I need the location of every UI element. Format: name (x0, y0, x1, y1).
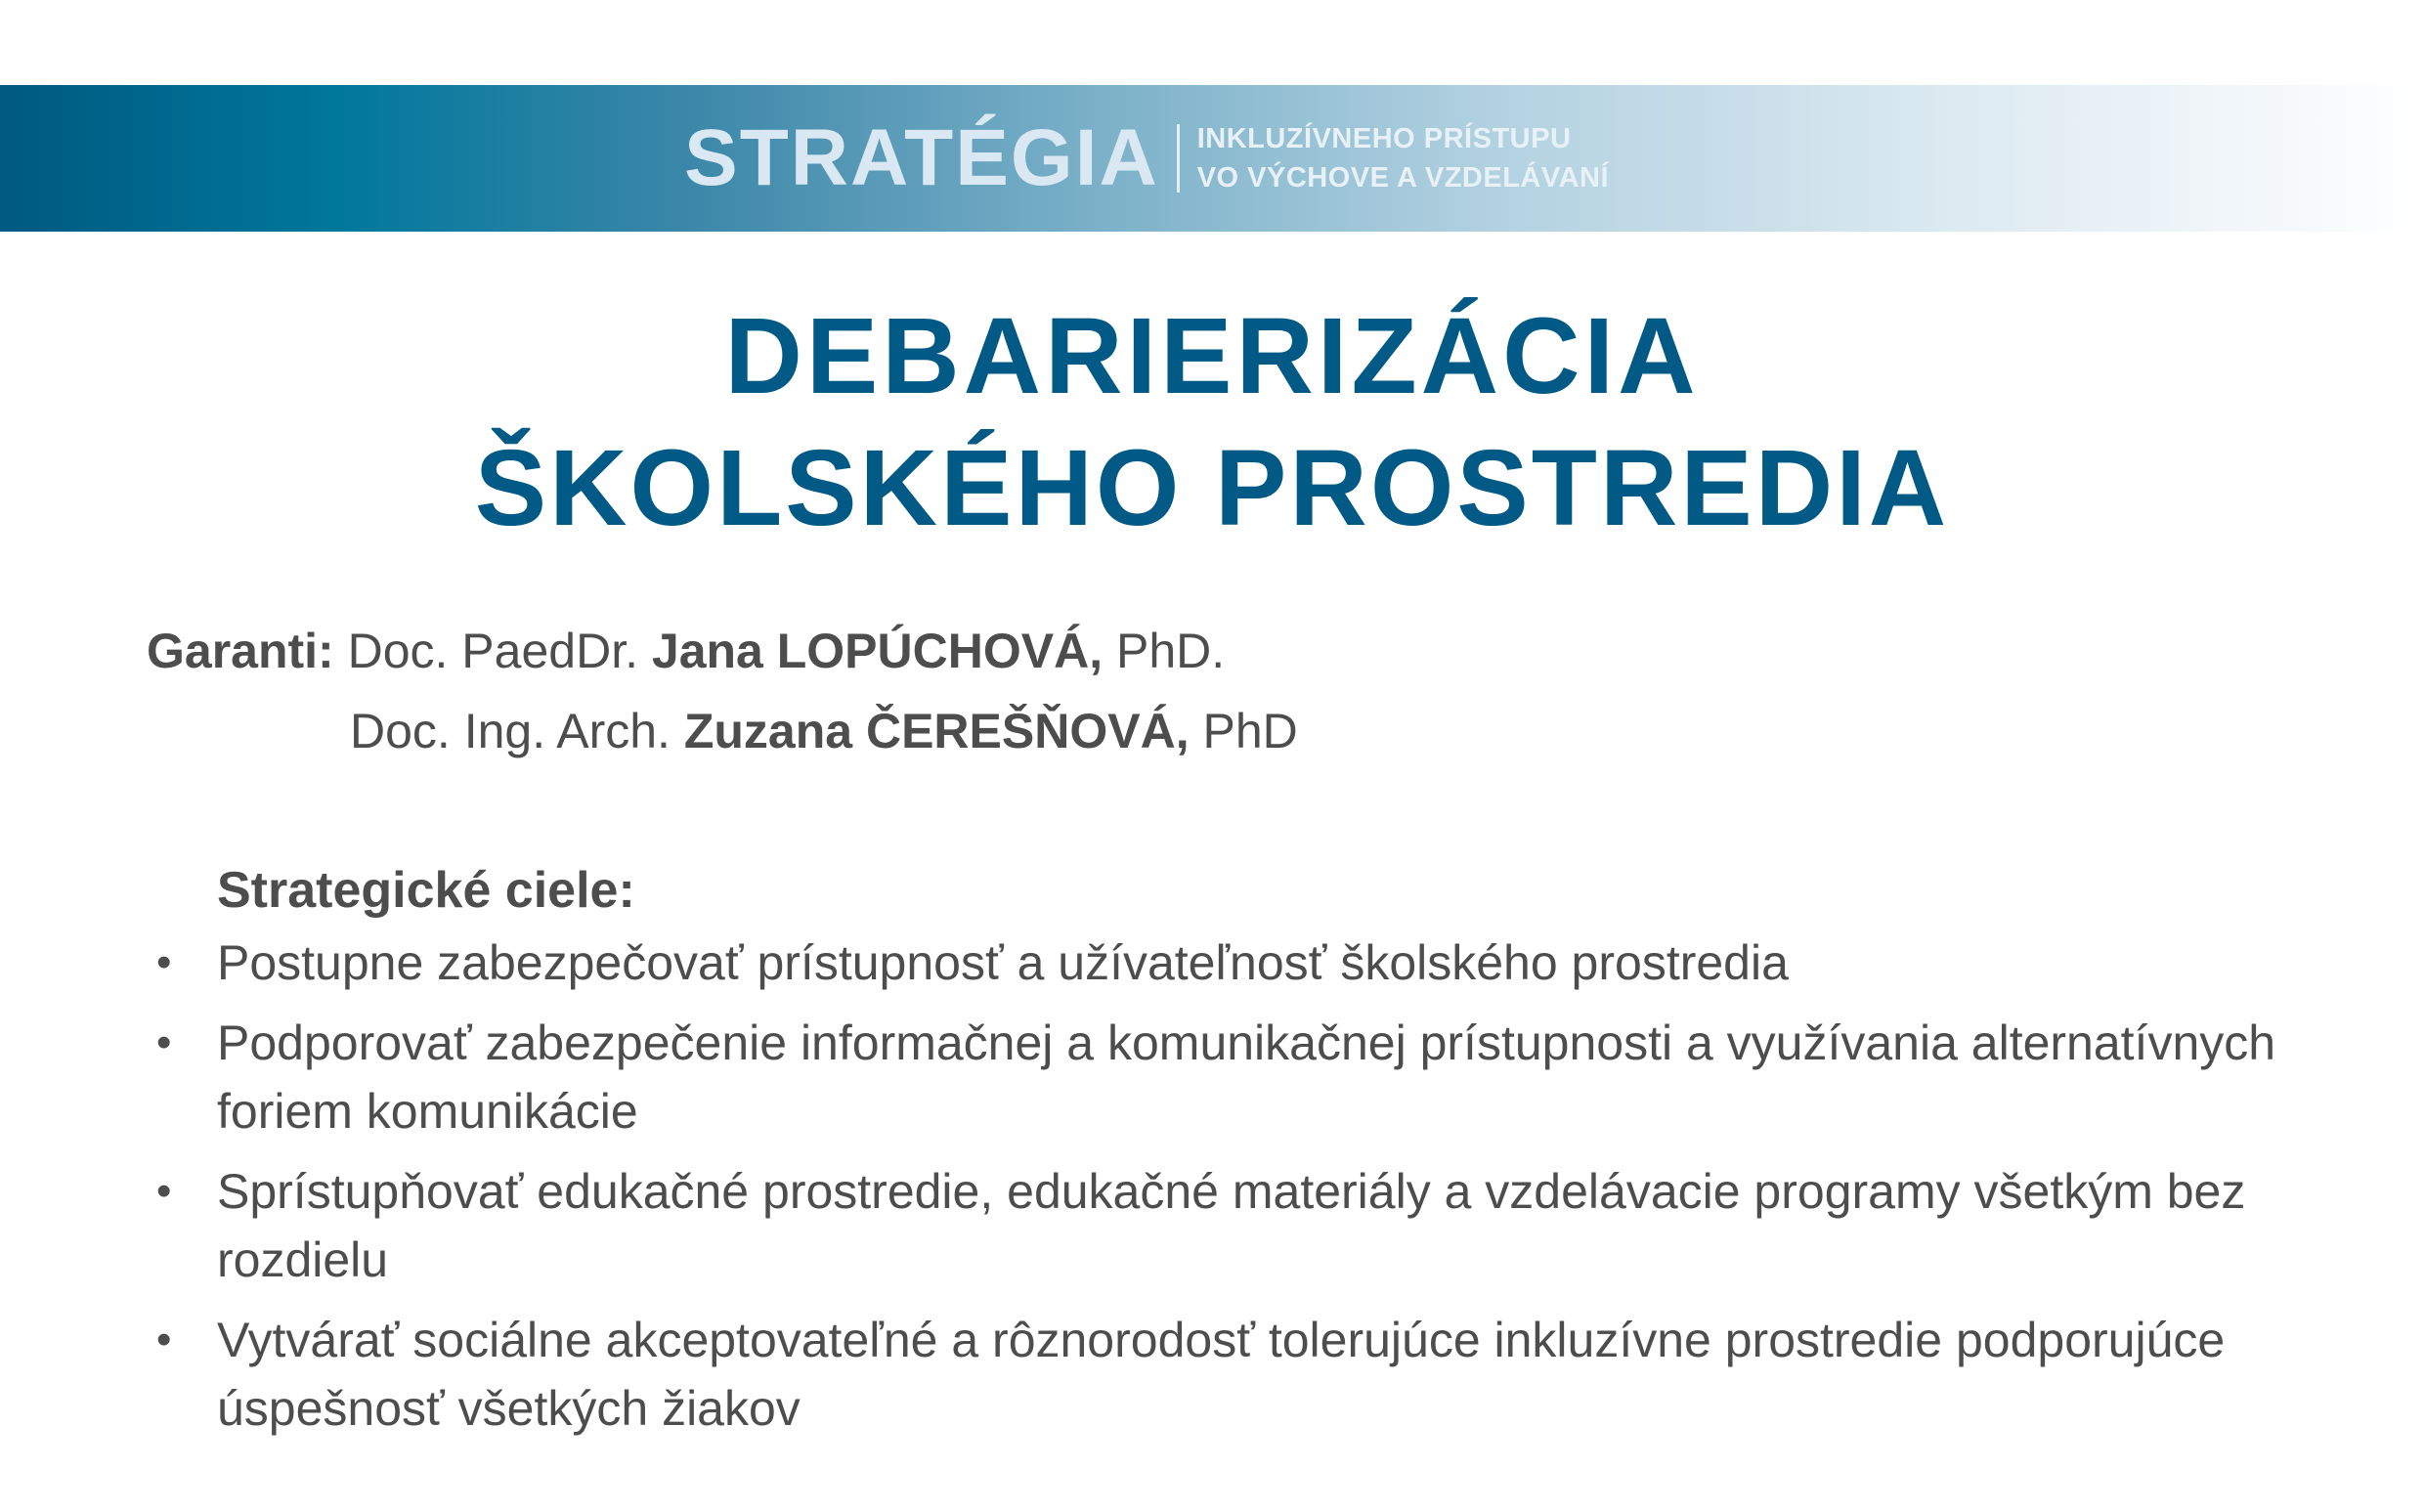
guarantor-name: Jana LOPÚCHOVÁ, (651, 624, 1104, 678)
strategic-goals-list (147, 929, 2346, 1443)
guarantor-suffix: PhD. (1116, 624, 1226, 678)
guarantor-suffix: PhD (1202, 704, 1298, 758)
goal-text: Podporovať zabezpečenie informačnej a komunikačnej prístupnosti a využívania alternatívnych foriem komunikácie (217, 1015, 2276, 1139)
goal-text: Sprístupňovať edukačné prostredie, edukačné materiály a vzdelávacie programy všetkým bez rozdielu (217, 1164, 2246, 1287)
list-item (147, 929, 2346, 997)
goal-text: Postupne zabezpečovať prístupnosť a užívateľnosť školského prostredia (217, 935, 1789, 990)
banner-subtitle-line2: VO VÝCHOVE A VZDELÁVANÍ (1196, 162, 1610, 194)
banner-title: STRATÉGIA (684, 113, 1159, 202)
bullet-icon: • (156, 1018, 172, 1066)
guarantor-row (147, 691, 1298, 771)
guarantor-prefix: Doc. Ing. Arch. (350, 704, 671, 758)
banner-content (684, 85, 1609, 232)
page-title (0, 293, 2424, 557)
list-item (147, 1306, 2346, 1443)
goal-text: Vytvárať sociálne akceptovateľné a rôznorodosť tolerujúce inkluzívne prostredie podporujúce úspešnosť všetkých žiakov (217, 1313, 2226, 1436)
banner-subtitle-line1: INKLUZÍVNEHO PRÍSTUPU (1196, 123, 1572, 154)
list-item (147, 1157, 2346, 1294)
guarantors-label: Garanti: (147, 624, 334, 678)
bullet-icon: • (156, 1167, 172, 1215)
banner-subtitle (1197, 119, 1609, 197)
strategic-goals-section (147, 856, 2346, 1454)
guarantors-section (147, 611, 1298, 771)
list-item (147, 1009, 2346, 1145)
bullet-icon: • (156, 938, 172, 986)
header-banner (0, 85, 2424, 232)
banner-divider (1177, 124, 1180, 193)
strategic-goals-heading: Strategické ciele: (217, 862, 635, 919)
bullet-icon: • (156, 1316, 172, 1363)
page-title-line1: DEBARIERIZÁCIA (724, 296, 1700, 416)
guarantor-row (147, 611, 1298, 691)
guarantor-name: Zuzana ČEREŠŇOVÁ, (683, 704, 1190, 758)
page-title-line2: ŠKOLSKÉHO PROSTREDIA (474, 428, 1950, 548)
guarantor-prefix: Doc. PaedDr. (347, 624, 638, 678)
